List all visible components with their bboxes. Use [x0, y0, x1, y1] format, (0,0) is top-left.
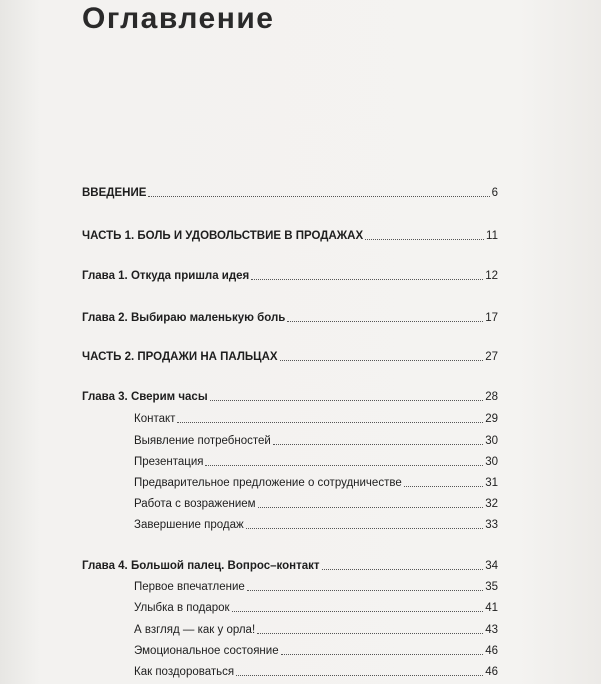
toc-entry-page: 27: [485, 351, 498, 363]
toc-entry-page: 30: [485, 456, 498, 468]
toc-subentry: [134, 518, 498, 532]
toc-entry-label: ЧАСТЬ 2. ПРОДАЖИ НА ПАЛЬЦАХ: [82, 351, 278, 363]
dot-leader: [257, 632, 483, 634]
page-title: Оглавление: [82, 2, 275, 35]
toc-entry-label: Выявление потребностей: [134, 435, 271, 447]
toc-entry-page: 28: [485, 391, 498, 403]
toc-entry-label: ВВЕДЕНИЕ: [82, 187, 147, 199]
toc-entry-label: Предварительное предложение о сотрудничестве: [134, 477, 402, 489]
toc-entry-label: Контакт: [134, 413, 176, 425]
dot-leader: [280, 359, 484, 361]
toc-entry-label: Первое впечатление: [134, 581, 245, 593]
dot-leader: [210, 399, 484, 401]
dot-leader: [404, 485, 483, 487]
toc-entry-page: 11: [486, 230, 498, 242]
dot-leader: [232, 610, 484, 612]
toc-entry-label: А взгляд — как у орла!: [134, 624, 256, 636]
toc-entry-page: 41: [485, 602, 498, 614]
dot-leader: [365, 238, 484, 240]
toc-entry-part-1: [82, 229, 498, 243]
toc-subentry: [134, 601, 498, 615]
dot-leader: [148, 195, 489, 197]
toc-entry-page: 31: [485, 477, 498, 489]
toc-entry-chapter-2: [82, 311, 498, 325]
toc-entry-page: 33: [485, 519, 498, 531]
toc-subentry: [134, 476, 498, 490]
dot-leader: [281, 653, 484, 655]
dot-leader: [258, 506, 484, 508]
toc-entry-label: Глава 3. Сверим часы: [82, 391, 208, 403]
toc-entry-page: 30: [485, 435, 498, 447]
toc-entry-label: Презентация: [134, 456, 204, 468]
toc-entry-page: 32: [485, 498, 498, 510]
toc-entry-page: 12: [485, 270, 498, 282]
toc-entry-label: Улыбка в подарок: [134, 602, 230, 614]
toc-entry-chapter-4: [82, 559, 498, 573]
toc-entry-chapter-3: [82, 390, 498, 404]
toc-entry-part-2: [82, 350, 498, 364]
toc-entry-page: 29: [485, 413, 498, 425]
toc-entry-label: Завершение продаж: [134, 519, 244, 531]
toc-entry-page: 34: [485, 560, 498, 572]
toc-subentry: [134, 455, 498, 469]
dot-leader: [236, 674, 483, 676]
dot-leader: [287, 320, 483, 322]
dot-leader: [322, 568, 484, 570]
toc-entry-label: Эмоциональное состояние: [134, 645, 279, 657]
toc-entry-page: 6: [491, 187, 498, 199]
toc-subentry: [134, 412, 498, 426]
toc-entry-label: Как поздороваться: [134, 666, 235, 678]
dot-leader: [273, 443, 483, 445]
dot-leader: [247, 589, 483, 591]
toc-entry-page: 46: [485, 666, 498, 678]
toc-subentry: [134, 644, 498, 658]
toc-subentry: [134, 434, 498, 448]
dot-leader: [246, 527, 484, 529]
toc-subentry: [134, 665, 498, 679]
toc-entry-label: Глава 1. Откуда пришла идея: [82, 270, 250, 282]
toc-entry-label: Глава 4. Большой палец. Вопрос–контакт: [82, 560, 320, 572]
toc-entry-introduction: [82, 186, 498, 200]
dot-leader: [205, 464, 483, 466]
dot-leader: [177, 421, 483, 423]
toc-entry-label: ЧАСТЬ 1. БОЛЬ И УДОВОЛЬСТВИЕ В ПРОДАЖАХ: [82, 230, 364, 242]
toc-entry-page: 43: [485, 624, 498, 636]
toc-entry-label: Глава 2. Выбираю маленькую боль: [82, 312, 286, 324]
toc-entry-page: 46: [485, 645, 498, 657]
toc-subentry: [134, 623, 498, 637]
toc-entry-chapter-1: [82, 269, 498, 283]
toc-subentry: [134, 580, 498, 594]
dot-leader: [251, 278, 483, 280]
toc-entry-page: 17: [485, 312, 498, 324]
toc-entry-label: Работа с возражением: [134, 498, 256, 510]
toc-subentry: [134, 497, 498, 511]
toc-entry-page: 35: [485, 581, 498, 593]
